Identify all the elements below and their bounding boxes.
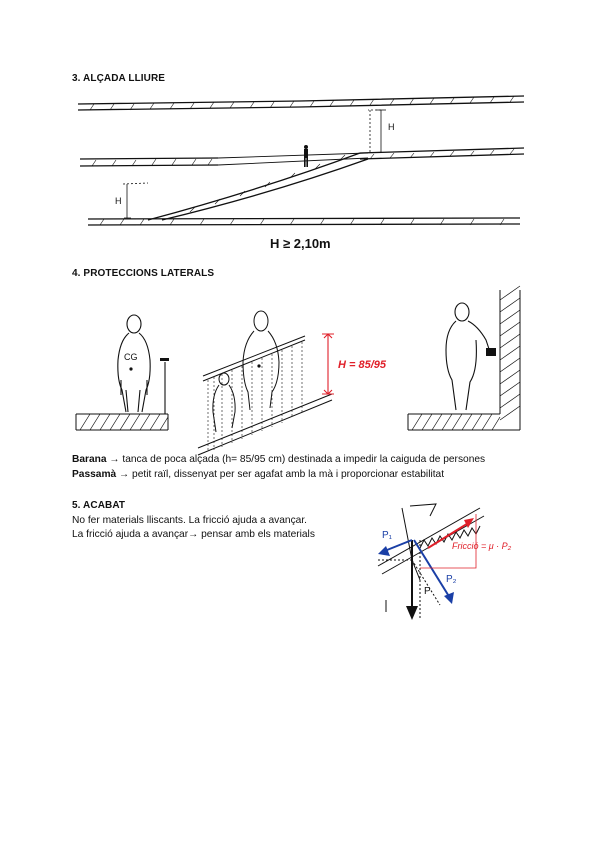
finish-line-2: La fricció ajuda a avançar→ pensar amb els materials (72, 529, 315, 540)
height-formula: H ≥ 2,10m (270, 236, 331, 251)
barana-text: → tanca de poca alçada (h= 85/95 cm) destinada a impedir la caiguda de persones (106, 454, 486, 465)
finish-line-1: No fer materials lliscants. La fricció ajuda a avançar. (72, 515, 307, 526)
dimension-label-h-right: H (388, 122, 395, 132)
force-label-p: P (424, 586, 431, 597)
passama-text: → petit raïl, dissenyat per ser agafat amb la mà i proporcionar estabilitat (116, 469, 445, 480)
center-of-gravity-label: CG (124, 352, 138, 362)
dimension-label-h-left: H (115, 196, 122, 206)
force-label-p2: P₂ (446, 574, 457, 585)
section-5-heading: 5. ACABAT (72, 500, 126, 511)
passama-term: Passamà (72, 469, 117, 480)
barana-term: Barana (72, 454, 107, 465)
railing-height-label: H = 85/95 (338, 359, 387, 371)
section-3-heading: 3. ALÇADA LLIURE (72, 73, 166, 84)
force-label-p1: P₁ (382, 530, 393, 541)
friction-formula-label: Fricció = μ · P₂ (452, 541, 512, 551)
section-4-heading: 4. PROTECCIONS LATERALS (72, 268, 215, 279)
